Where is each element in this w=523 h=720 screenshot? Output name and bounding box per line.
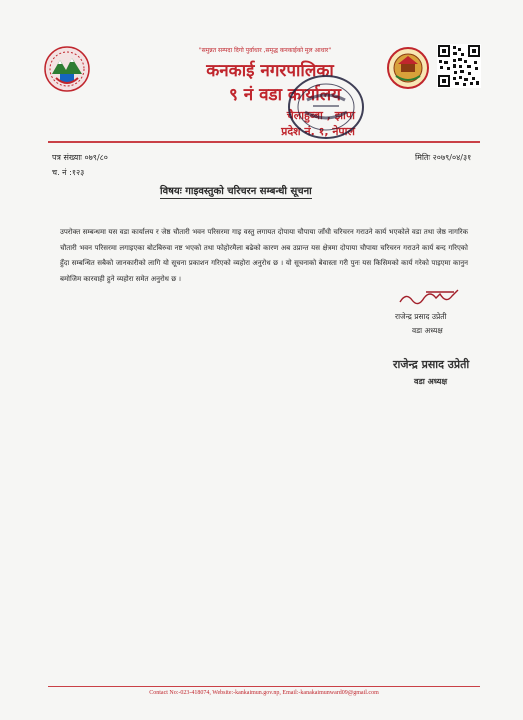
reference-number: पत्र संख्याः ०७९/८० <box>52 153 108 162</box>
letterhead-motto: "समुन्नत सम्पदा दिगो पुर्वाधार ,समृद्ध कनकाईको मुल आधार" <box>198 47 332 54</box>
footer-contact: Contact No:-023-418074, Website:-kankaimun.gov.np, Email:-kanakaimunward09@gmail.com <box>149 690 379 696</box>
footer-divider <box>48 686 480 687</box>
address-line-1: चैलाहुब्बा , झापा <box>286 109 355 122</box>
ward-office-name: ९ नं वडा कार्यालय <box>228 85 342 105</box>
letter-date: मितिः २०७९/०४/३१ <box>415 153 472 162</box>
letter-body: उपरोक्त सम्बन्धमा यस वडा कार्यालय र जेष्ठ चौतारी भवन परिसरमा गाइ वस्तु लगायत दोपाया चौपाया जाँधी चरिचरन गराउने कार्य भएकोले वडा तथा जेष्ठ नागरिक चौतारी भवन परिसरमा लगाइएका बोटबिरुवा नष्ट भएको तथा फोहोरमैला बढेको कारण अब उप्रान्त यस क्षेत्रमा दोपाया चौपाया चरिचरन गराउने कार्य बन्द गरिएको हुँदा सम्बन्धित सबैको जानकारीको लागि यो सूचना प्रकाशन गरिएको व्यहोरा अनुरोध छ । यो सूचनाको बेवास्ता गरी पुनः यस किसिमको कार्य गरेको पाइएमा कानुन बमोजिम कारवाही हुने व्यहोरा समेत अनुरोध छ । <box>60 228 468 283</box>
municipality-name: कनकाई नगरपालिका <box>206 61 334 81</box>
signatory-name: राजेन्द्र प्रसाद उप्रेती <box>395 312 447 321</box>
dispatch-number: च. नं :१२३ <box>52 168 85 177</box>
header-divider <box>48 141 480 143</box>
qr-code-icon <box>437 44 481 88</box>
ward-office-stamp <box>283 72 369 142</box>
letter-subject: विषयः गाइवस्तुको चरिचरन सम्बन्धी सूचना <box>160 183 312 199</box>
title-stamp: वडा अध्यक्ष <box>414 377 448 386</box>
name-stamp: राजेन्द्र प्रसाद उप्रेती <box>393 358 470 371</box>
signatory-title: वडा अध्यक्ष <box>412 326 443 335</box>
nepal-emblem-icon <box>42 44 92 94</box>
handwritten-signature <box>396 286 466 308</box>
municipality-logo-icon <box>386 44 430 92</box>
address-line-2: प्रदेश नं. १, नेपाल <box>281 125 355 138</box>
